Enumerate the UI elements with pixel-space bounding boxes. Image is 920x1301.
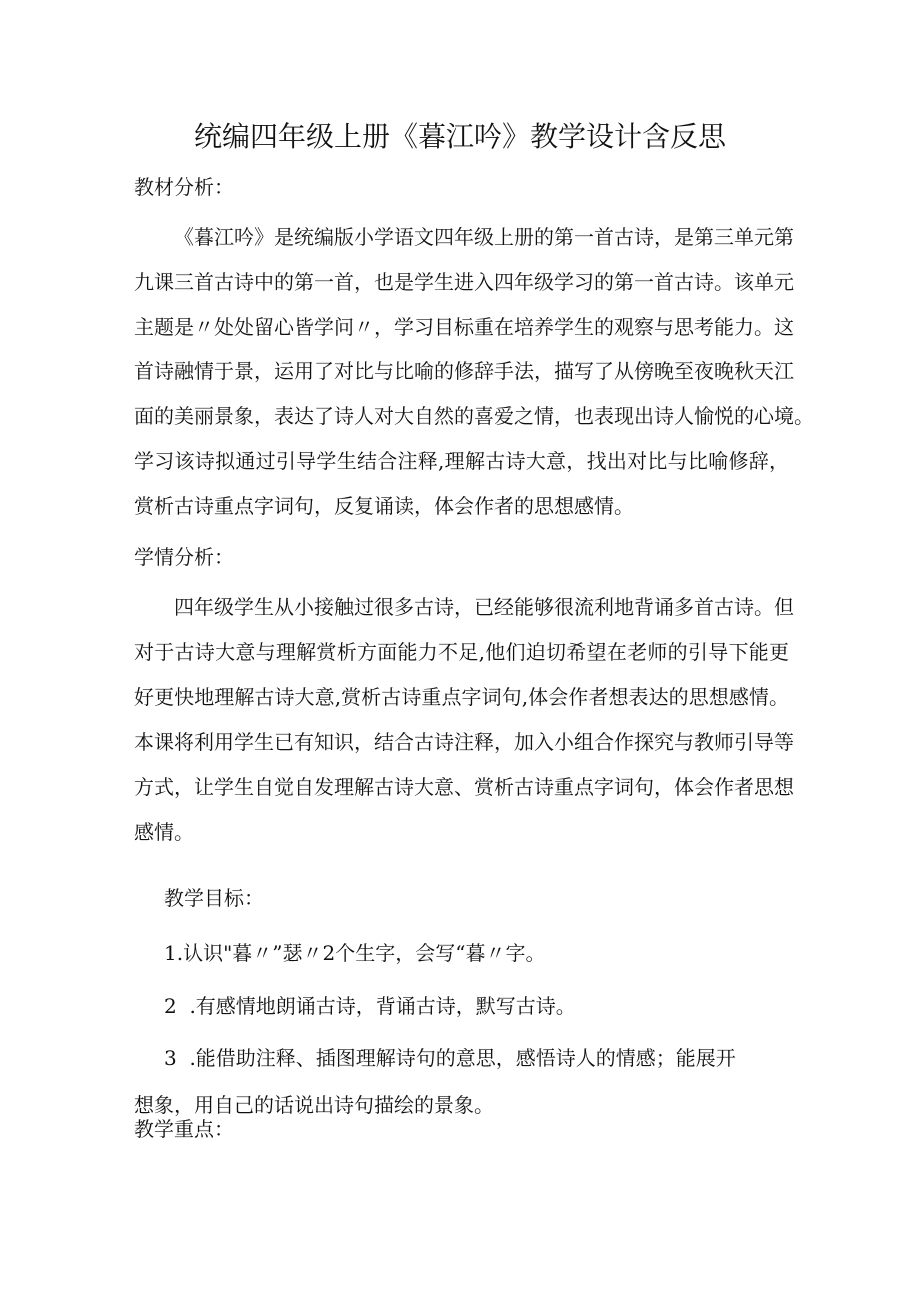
objective-item-continuation: 想象，用自己的话说出诗句描绘的景象。 [134,1093,494,1117]
paragraph-line: 九课三首古诗中的第一首，也是学生进入四年级学习的第一首古诗。该单元 [134,270,794,294]
paragraph-line: 感情。 [134,820,194,844]
section-heading-student-analysis: 学情分析： [134,545,234,569]
section-heading-textbook-analysis: 教材分析： [134,175,234,199]
paragraph-line: 对于古诗大意与理解赏析方面能力不足,他们迫切希望在老师的引导下能更 [134,640,789,664]
paragraph-line: 学习该诗拟通过引导学生结合注释,理解古诗大意，找出对比与比喻修辞， [134,449,789,473]
paragraph-line: 本课将利用学生已有知识，结合古诗注释，加入小组合作探究与教师引导等 [134,730,794,754]
paragraph-line: 好更快地理解古诗大意,赏析古诗重点字词句,体会作者想表达的思想感情。 [134,685,789,709]
objective-item: 1.认识"暮〃”瑟〃2个生字，会写“暮〃字。 [164,941,546,965]
paragraph-line: 赏析古诗重点字词句，反复诵读，体会作者的思想感情。 [134,494,634,518]
section-heading-teaching-focus: 教学重点： [134,1117,234,1141]
paragraph-line: 主题是〃处处留心皆学问〃，学习目标重在培养学生的观察与思考能力。这 [134,315,794,339]
objective-item: 2 .有感情地朗诵古诗，背诵古诗，默写古诗。 [164,994,576,1018]
paragraph-line: 四年级学生从小接触过很多古诗，已经能够很流利地背诵多首古诗。但 [174,595,794,619]
paragraph-line: 《暮江吟》是统编版小学语文四年级上册的第一首古诗，是第三单元第 [174,225,794,249]
paragraph-line: 面的美丽景象，表达了诗人对大自然的喜爱之情，也表现出诗人愉悦的心境。 [134,404,814,428]
paragraph-line: 首诗融情于景，运用了对比与比喻的修辞手法，描写了从傍晚至夜晚秋天江 [134,359,794,383]
objective-item: 3 .能借助注释、插图理解诗句的意思，感悟诗人的情感；能展开 [164,1046,736,1070]
document-title: 统编四年级上册《暮江吟》教学设计含反思 [193,120,726,153]
paragraph-line: 方式，让学生自觉自发理解古诗大意、赏析古诗重点字词句，体会作者思想 [134,775,794,799]
section-heading-teaching-objectives: 教学目标： [164,886,264,910]
